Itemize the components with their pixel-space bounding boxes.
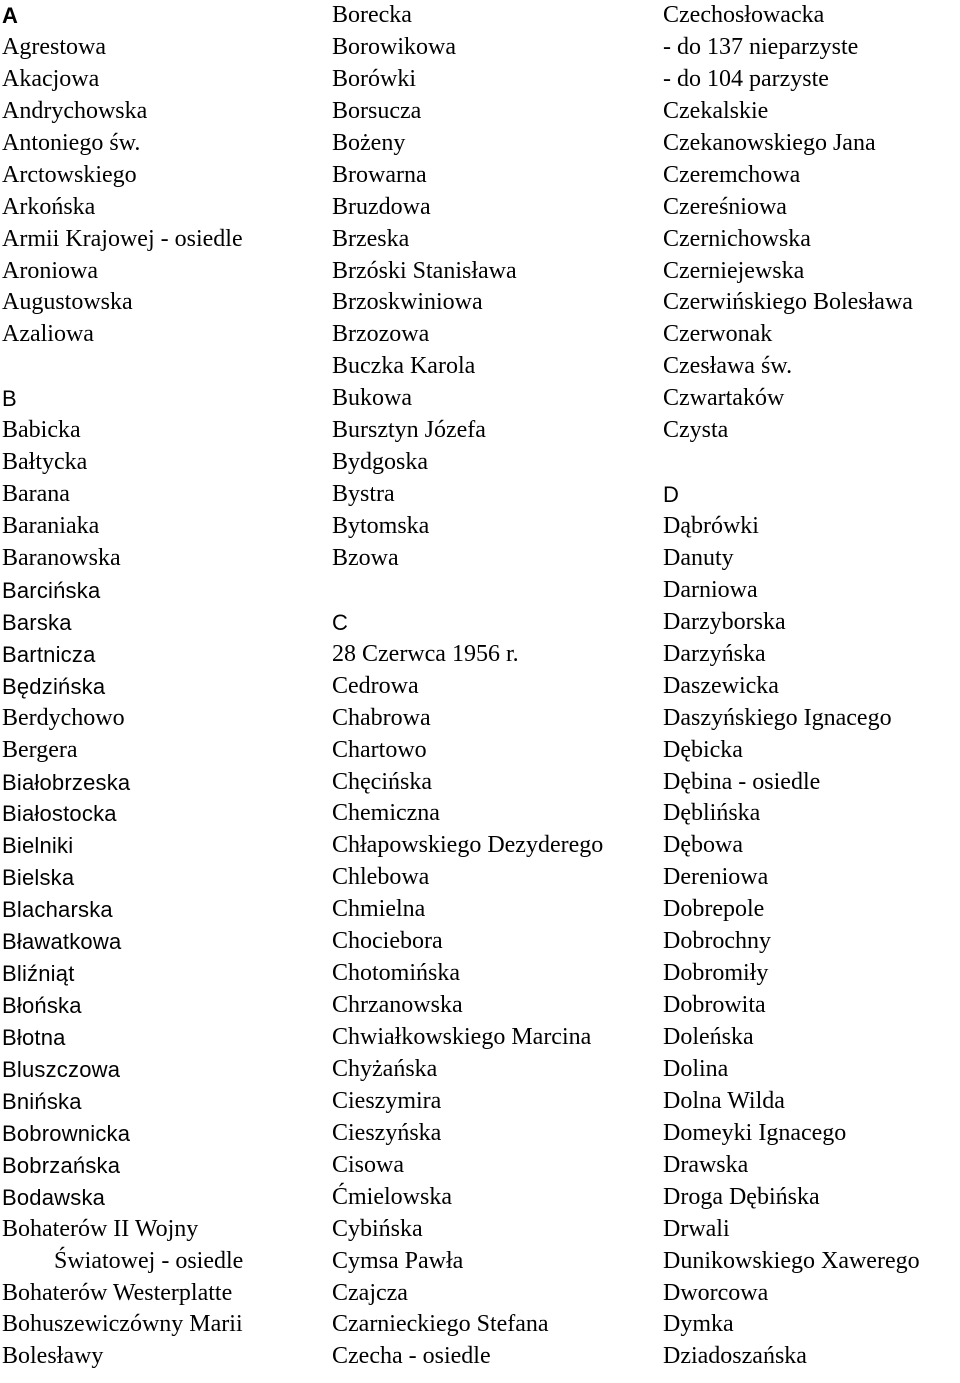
street-name: Czernichowska <box>663 225 811 252</box>
street-name: Darniowa <box>663 576 758 603</box>
street-name: Bohaterów Westerplatte <box>2 1279 233 1306</box>
street-name: Doleńska <box>663 1024 754 1050</box>
street-name: Barska <box>2 609 72 635</box>
street-name: Czerwonak <box>663 321 773 348</box>
street-name: Borecka <box>332 2 412 28</box>
street-name: Darzyborska <box>663 608 786 635</box>
street-name: Czajcza <box>332 1279 408 1306</box>
section-letter-heading: B <box>2 386 17 412</box>
street-name: Cieszymira <box>332 1087 442 1114</box>
street-name: Bzowa <box>332 544 399 571</box>
street-name: Borowikowa <box>332 33 456 60</box>
street-name: - do 104 parzyste <box>663 65 829 92</box>
street-name: Chemiczna <box>332 800 440 827</box>
street-name: Czeremchowa <box>663 161 801 188</box>
street-name: Borówki <box>332 65 416 92</box>
street-name: Chęcińska <box>332 768 432 795</box>
street-name: Błońska <box>2 993 82 1019</box>
street-name: Bałtycka <box>2 449 88 476</box>
street-name: Domeyki Ignacego <box>663 1119 847 1146</box>
street-name: Droga Dębińska <box>663 1183 820 1210</box>
street-name: Dobrowita <box>663 992 766 1019</box>
street-name-continuation: Światowej - osiedle <box>54 1247 244 1274</box>
street-name: Browarna <box>332 161 427 188</box>
street-name: Czecha - osiedle <box>332 1343 491 1370</box>
street-name: Bystra <box>332 481 395 508</box>
section-letter-heading: C <box>332 609 348 635</box>
street-name: Andrychowska <box>2 97 148 124</box>
street-name: Drwali <box>663 1215 730 1242</box>
street-name: Bluszczowa <box>2 1056 121 1082</box>
street-name: Dąbrówki <box>663 513 759 539</box>
section-spacer <box>332 575 657 607</box>
street-name: Bliźniąt <box>2 961 75 987</box>
street-name: Dymka <box>663 1311 734 1338</box>
street-name: Arkońska <box>2 193 96 220</box>
section-spacer <box>2 351 327 383</box>
section-letter-heading: A <box>2 3 18 28</box>
street-name: Czesława św. <box>663 353 793 380</box>
street-name: Bursztyn Józefa <box>332 417 486 444</box>
street-name: Czereśniowa <box>663 193 787 220</box>
street-name: Dziadoszańska <box>663 1343 807 1370</box>
street-name: Czwartaków <box>663 385 785 412</box>
street-name: Bydgoska <box>332 449 428 476</box>
street-name: Dolna Wilda <box>663 1087 785 1114</box>
street-name: Czysta <box>663 417 729 444</box>
street-name: Bohaterów II Wojny <box>2 1215 199 1242</box>
street-name: Antoniego św. <box>2 129 141 156</box>
street-name: Dobrochny <box>663 928 771 955</box>
street-name: Bolesławy <box>2 1343 104 1370</box>
street-name: Chłapowskiego Dezyderego <box>332 832 604 859</box>
street-name: Będzińska <box>2 673 106 699</box>
street-name: Chlebowa <box>332 864 430 891</box>
street-name: Dworcowa <box>663 1279 769 1306</box>
street-name: Darzyńska <box>663 640 766 667</box>
street-name: Akacjowa <box>2 65 100 92</box>
street-name: Cieszyńska <box>332 1119 442 1146</box>
street-name: Augustowska <box>2 289 133 316</box>
street-name: Dęblińska <box>663 800 761 827</box>
street-name: Czarnieckiego Stefana <box>332 1311 549 1338</box>
street-name: Bobrzańska <box>2 1152 121 1178</box>
street-name: Dębina - osiedle <box>663 768 821 795</box>
street-name: Bartnicza <box>2 641 96 667</box>
street-name: Borsucza <box>332 97 422 124</box>
street-name: Chrzanowska <box>332 992 463 1019</box>
street-name: Chociebora <box>332 928 443 955</box>
street-name: Czechosłowacka <box>663 2 825 28</box>
street-name: Aroniowa <box>2 257 98 284</box>
street-name: Bożeny <box>332 129 406 156</box>
street-name: Bohuszewiczówny Marii <box>2 1311 243 1338</box>
street-name: Bergera <box>2 736 78 763</box>
street-name: Arctowskiego <box>2 161 137 188</box>
street-name: Chmielna <box>332 896 426 923</box>
street-name: Dębicka <box>663 736 743 763</box>
street-name: Ćmielowska <box>332 1183 452 1210</box>
street-name: Chabrowa <box>332 704 431 731</box>
street-name: Danuty <box>663 544 734 571</box>
street-name: 28 Czerwca 1956 r. <box>332 640 519 667</box>
street-name: Chartowo <box>332 736 427 763</box>
street-name: Bodawska <box>2 1184 106 1210</box>
street-name: Dębowa <box>663 832 743 859</box>
street-name: Baraniaka <box>2 513 100 539</box>
street-name: Babicka <box>2 417 81 444</box>
street-name: Chotomińska <box>332 960 461 987</box>
street-name: Barcińska <box>2 577 101 603</box>
street-name: Cedrowa <box>332 672 419 699</box>
street-name: Daszyńskiego Ignacego <box>663 704 892 731</box>
street-name: Białobrzeska <box>2 769 131 795</box>
street-name: Armii Krajowej - osiedle <box>2 225 243 252</box>
street-name: Czekanowskiego Jana <box>663 129 876 156</box>
street-name: Białostocka <box>2 801 117 827</box>
street-name: Brzóski Stanisława <box>332 257 517 284</box>
street-list-column-3 <box>663 0 960 1373</box>
street-name: Dunikowskiego Xawerego <box>663 1247 920 1274</box>
street-name: Bnińska <box>2 1088 82 1114</box>
street-name: Buczka Karola <box>332 353 476 380</box>
street-name: Czerniejewska <box>663 257 805 284</box>
street-name: - do 137 nieparzyste <box>663 33 859 60</box>
street-name: Brzozowa <box>332 321 430 348</box>
street-name: Dobrepole <box>663 896 765 923</box>
street-list-column-2 <box>332 0 657 1373</box>
street-name: Chyżańska <box>332 1055 438 1082</box>
street-name: Dobromiły <box>663 960 769 987</box>
street-name: Berdychowo <box>2 704 125 731</box>
street-name: Cybińska <box>332 1215 423 1242</box>
street-name: Bielska <box>2 865 75 891</box>
street-name: Brzoskwiniowa <box>332 289 483 316</box>
street-name: Daszewicka <box>663 672 779 699</box>
street-name: Błotna <box>2 1025 66 1050</box>
street-name: Bielniki <box>2 833 74 859</box>
street-name: Dolina <box>663 1055 729 1082</box>
street-name: Cymsa Pawła <box>332 1247 464 1274</box>
street-name: Bławatkowa <box>2 929 122 955</box>
street-name: Bobrownicka <box>2 1120 131 1146</box>
section-spacer <box>663 447 960 479</box>
street-name: Baranowska <box>2 544 121 571</box>
street-name: Dereniowa <box>663 864 769 891</box>
street-name: Azaliowa <box>2 321 94 348</box>
street-name: Barana <box>2 481 70 508</box>
street-name: Blacharska <box>2 897 113 923</box>
street-name: Bukowa <box>332 385 412 412</box>
section-letter-heading: D <box>663 482 679 508</box>
street-name: Bytomska <box>332 513 430 539</box>
street-name: Drawska <box>663 1151 749 1178</box>
street-name: Czerwińskiego Bolesława <box>663 289 913 316</box>
street-name: Czekalskie <box>663 97 769 124</box>
street-name: Agrestowa <box>2 33 106 60</box>
street-name: Bruzdowa <box>332 193 431 220</box>
street-list-column-1 <box>2 0 327 1373</box>
street-name: Chwiałkowskiego Marcina <box>332 1024 592 1050</box>
street-name: Brzeska <box>332 225 410 252</box>
street-name: Cisowa <box>332 1151 404 1178</box>
